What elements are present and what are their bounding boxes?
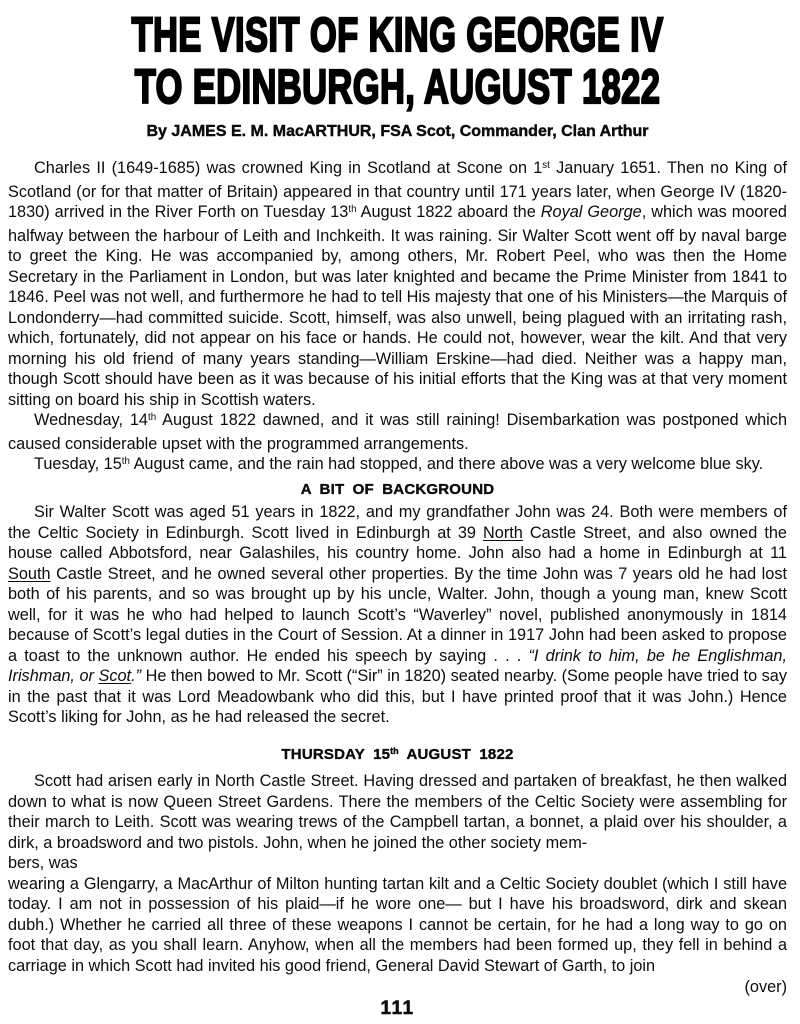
- byline: By JAMES E. M. MacARTHUR, FSA Scot, Commander, Clan Arthur: [146, 123, 649, 140]
- section-heading-background: A BIT OF BACKGROUND: [300, 480, 495, 498]
- paragraph-background: Sir Walter Scott was aged 51 years in 1822, and my grandfather John was 24. Both were members of the Celtic Society in Edinburgh. Scott lived in Edinburgh at 39 North Castle Street, and also owned the house called Abbotsford, near Galashiles, his country home. John also had a home in Edinburgh at 11 South Castle Street, and he owned several other properties. By the time John was 7 years old he had lost both of his parents, and so was brought up by his uncle, Walter. John, though a young man, knew Scott well, for it was he who had helped to launch Scott’s “Waverley” novel, published anonymously in 1814 because of Scott’s legal duties in the Court of Session. At a dinner in 1917 John had been asked to propose a toast to the unknown author. He ended his speech by saying . . . “I drink to him, be he Englishman, Irishman, or Scot.” He then bowed to Mr. Scott (“Sir” in 1820) seated nearby. (Some people have tried to say in the past that it was Lord Meadowbank who did this, but I have printed proof that it was John.) Hence Scott’s liking for John, as he had released the secret.: [8, 503, 788, 726]
- article-body: [8, 158, 787, 976]
- page-number: 111: [380, 998, 415, 1019]
- section-heading-thursday: THURSDAY 15th AUGUST 1822: [281, 745, 514, 763]
- paragraph-glengarry: wearing a Glengarry, a MacArthur of Milton hunting tartan kilt and a Celtic Society doublet (which I still have today. I am not in possession of his plaid—if he wore one— but I have his broadsword, dirk and skean dubh.) Whether he carried all three of these weapons I cannot be certain, for he had a long way to go on foot that day, as you shall learn. Anyhow, when all the members had been formed up, they fell in behind a carriage in which Scott had invited his good friend, General David Stewart of Garth, to join: [8, 874, 787, 975]
- paragraph-members-continuation: bers, was: [8, 854, 78, 872]
- paragraph-arrival: Charles II (1649-1685) was crowned King in Scotland at Scone on 1st January 1651. Then no King of Scotland (or for that matter of Britain) appeared in that country until 171 years later, when George IV (1820-1830) arrived in the River Forth on Tuesday 13th August 1822 aboard the Royal George, which was moored halfway between the harbour of Leith and Inchkeith. It was raining. Sir Walter Scott went off by naval barge to greet the King. He was accompanied by, among others, Mr. Robert Peel, who was then the Home Secretary in the Parliament in London, but was later knighted and became the Prime Minister from 1841 to 1846. Peel was not well, and furthermore he had to tell His majesty that one of his Ministers—the Marquis of Londonderry—had committed suicide. Scott, himself, was also unwell, being plagued with an irritating rash, which, fortunately, did not appear on his face or hands. He could not, however, wear the kilt. And that very morning his old friend of many years standing—William Erskine—had died. Neither was a happy man, though Scott should have been as it was because of his initial efforts that the King was at that very moment sitting on board his ship in Scottish waters.: [8, 159, 787, 409]
- article-header: [8, 10, 787, 141]
- paragraph-wednesday: Wednesday, 14th August 1822 dawned, and it was still raining! Disembarkation was postponed which caused considerable upset with the programmed arrangements.: [8, 411, 787, 453]
- page-footer: [8, 977, 787, 1020]
- title-line-1: THE VISIT OF KING GEORGE IV: [131, 9, 664, 62]
- over-label: (over): [744, 978, 787, 996]
- title-line-2: TO EDINBURGH, AUGUST 1822: [134, 61, 661, 114]
- paragraph-tuesday: Tuesday, 15th August came, and the rain had stopped, and there above was a very welcome blue sky.: [34, 455, 764, 473]
- paragraph-march-assembly: Scott had arisen early in North Castle Street. Having dressed and partaken of breakfast, he then walked down to what is now Queen Street Gardens. There the members of the Celtic Society were assembling for their march to Leith. Scott was wearing trews of the Campbell tartan, a bonnet, a plaid over his shoulder, a dirk, a broadsword and two pistols. John, when he joined the other society mem-: [8, 772, 787, 852]
- article-title: [8, 10, 787, 114]
